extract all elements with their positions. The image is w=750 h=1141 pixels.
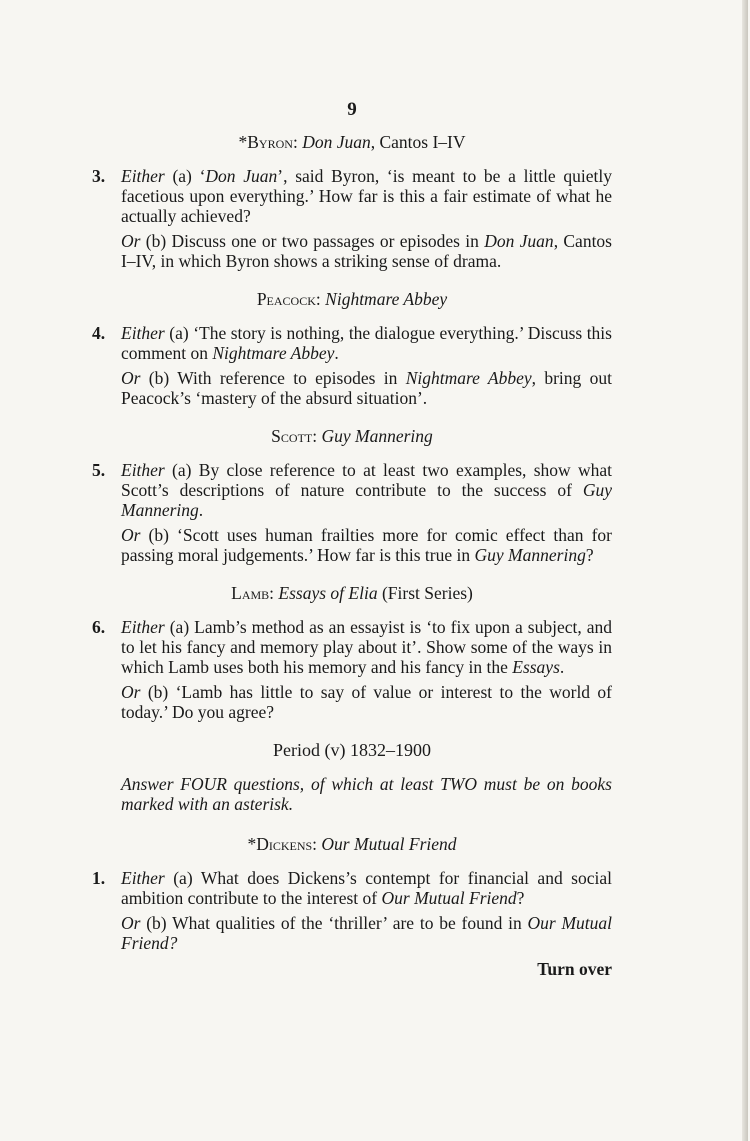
question-3-part-b: [92, 231, 612, 271]
question-1-part-b: [92, 913, 612, 953]
question-number: 6.: [92, 617, 106, 637]
question-6-part-b: [92, 682, 612, 722]
heading-author: Peacock: [256, 289, 316, 309]
question-text: What qualities of the ‘thriller’ are to be found in: [172, 913, 528, 933]
question-4-part-b: [92, 368, 612, 408]
part-label: (b): [140, 231, 172, 251]
heading-separator: :: [292, 132, 303, 152]
section-heading-byron: [92, 132, 612, 152]
either-label: Either: [121, 166, 165, 186]
part-label: (b): [140, 913, 173, 933]
heading-work: Guy Mannering: [321, 426, 433, 446]
work-title: Essays: [512, 657, 560, 677]
heading-work: Nightmare Abbey: [325, 289, 448, 309]
part-label: (a): [164, 460, 199, 480]
page-content: [92, 100, 612, 979]
question-text: , Cantos I–IV, in which Byron shows a striking sense of drama.: [121, 231, 612, 271]
asterisk-marker: *: [238, 132, 248, 152]
question-text: ‘Lamb has little to say of value or interest to the world of today.’ Do you agree?: [121, 682, 613, 722]
question-6-part-a: [92, 617, 612, 677]
either-label: Either: [121, 323, 165, 343]
work-title: Nightmare Abbey: [405, 368, 532, 388]
question-number: 1.: [92, 868, 106, 888]
page-edge: [742, 0, 748, 1141]
work-title: Nightmare Abbey: [212, 343, 335, 363]
or-label: Or: [121, 682, 141, 702]
heading-separator: :: [312, 834, 322, 854]
heading-rest: , Cantos I–IV: [370, 132, 466, 152]
question-3-part-a: [92, 166, 612, 226]
heading-author: Scott: [271, 426, 313, 446]
work-title: Guy Mannering: [474, 545, 586, 565]
or-label: Or: [121, 913, 141, 933]
work-title: Our Mutual Friend: [381, 888, 517, 908]
question-5-part-b: [92, 525, 612, 565]
heading-separator: :: [269, 583, 279, 603]
page-number: 9: [347, 99, 357, 120]
either-label: Either: [121, 617, 165, 637]
part-label: (a): [164, 868, 201, 888]
part-label: (a): [164, 166, 200, 186]
question-text: , bring out Peacock’s ‘mastery of the absurd situation’.: [121, 368, 612, 408]
question-text: With reference to episodes in: [177, 368, 406, 388]
heading-work: Essays of Elia: [278, 583, 378, 603]
section-heading-scott: [92, 426, 612, 446]
or-label: Or: [121, 368, 141, 388]
instructions: Answer FOUR questions, of which at least TWO must be on books marked with an asterisk.: [121, 774, 612, 814]
question-number: 5.: [92, 460, 106, 480]
heading-separator: :: [312, 426, 322, 446]
question-text: .: [334, 343, 339, 363]
question-text: .: [198, 500, 204, 520]
turn-over-label: Turn over: [537, 959, 612, 979]
question-text: ’, said Byron, ‘is meant to be a little quietly facetious upon everything.’ How far is this a fair estimate of what he actually achieved?: [121, 166, 613, 226]
either-label: Either: [121, 460, 165, 480]
heading-separator: :: [315, 289, 326, 309]
question-number: 3.: [92, 166, 106, 186]
section-heading-dickens: [92, 834, 612, 854]
question-text: ‘Scott uses human frailties more for comic effect than for passing moral judgements.’ How far is this true in: [121, 525, 613, 565]
question-1-part-a: [92, 868, 612, 908]
question-text: Lamb’s method as an essayist is ‘to fix upon a subject, and to let his fancy and memory play about it’. Show some of the ways in which Lamb uses both his memory and his fancy in the: [121, 617, 612, 677]
part-label: (a): [164, 617, 195, 637]
question-text: .: [559, 657, 565, 677]
heading-author: Dickens: [256, 834, 313, 854]
question-4-part-a: [92, 323, 612, 363]
question-text: By close reference to at least two examples, show what Scott’s descriptions of nature contribute to the success of: [121, 460, 612, 500]
work-title: Our Mutual Friend?: [121, 913, 613, 953]
part-label: (a): [164, 323, 194, 343]
asterisk-marker: *: [247, 834, 257, 854]
work-title: Guy Mannering: [121, 480, 612, 520]
heading-author: Byron: [247, 132, 293, 152]
question-text: ?: [585, 545, 594, 565]
question-text: ‘The story is nothing, the dialogue everything.’ Discuss this comment on: [121, 323, 612, 363]
work-title: Don Juan: [205, 166, 278, 186]
or-label: Or: [121, 525, 141, 545]
heading-work: Our Mutual Friend: [321, 834, 457, 854]
question-text: ?: [516, 888, 525, 908]
question-5-part-a: [92, 460, 612, 520]
question-text: ‘: [199, 166, 206, 186]
question-text: Discuss one or two passages or episodes in: [171, 231, 485, 251]
part-label: (b): [140, 368, 178, 388]
heading-work: Don Juan: [302, 132, 371, 152]
or-label: Or: [121, 231, 141, 251]
either-label: Either: [121, 868, 165, 888]
period-heading: Period (v) 1832–1900: [273, 740, 431, 760]
part-label: (b): [140, 682, 176, 702]
question-number: 4.: [92, 323, 106, 343]
section-heading-lamb: [92, 583, 612, 603]
heading-rest: (First Series): [377, 583, 473, 603]
heading-author: Lamb: [231, 583, 270, 603]
section-heading-peacock: [92, 289, 612, 309]
work-title: Don Juan: [484, 231, 554, 251]
part-label: (b): [140, 525, 178, 545]
question-text: What does Dickens’s contempt for financial and social ambition contribute to the interest of: [121, 868, 613, 908]
